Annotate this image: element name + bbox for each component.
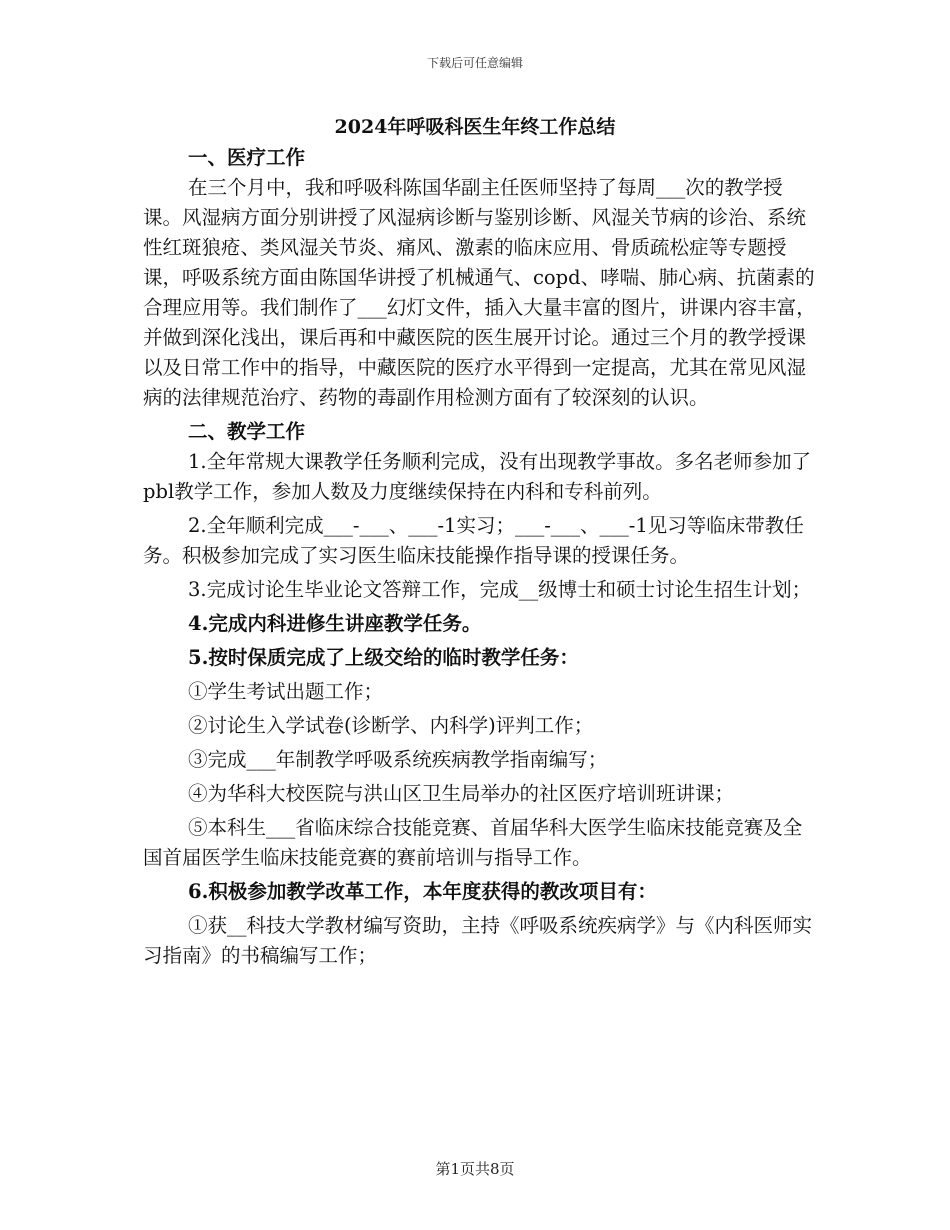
page-footer-pagination: 第1页共8页 <box>435 1160 515 1178</box>
teaching-item-2: 2.全年顺利完成___-___、___-1实习；___-___、___-1见习等临床带教任务。积极参加完成了实习医生临床技能操作指导课的授课任务。 <box>143 514 804 567</box>
section-heading-medical: 一、医疗工作 <box>188 146 306 169</box>
teaching-item-3: 3.完成讨论生毕业论文答辩工作，完成__级博士和硕士讨论生招生计划； <box>188 578 812 601</box>
teaching-item-6: 6.积极参加教学改革工作，本年度获得的教改项目有： <box>188 880 657 903</box>
paragraph-medical-work: 在三个月中，我和呼吸科陈国华副主任医师坚持了每周___次的教学授课。风湿病方面分别讲授了风湿病诊断与鉴别诊断、风湿关节病的诊治、系统性红斑狼疮、类风湿关节炎、痛风、激素的临床应用、骨质疏松症等专题授课，呼吸系统方面由陈国华讲授了机械通气、copd、哮喘、肺心病、抗菌素的合理应用等。我们制作了___幻灯文件，插入大量丰富的图片，讲课内容丰富，并做到深化浅出，课后再和中藏医院的医生展开讨论。通过三个月的教学授课以及日常工作中的指导，中藏医院的医疗水平得到一定提高，尤其在常见风湿病的法律规范治疗、药物的毒副作用检测方面有了较深刻的认识。 <box>143 176 816 409</box>
page-header-note: 下载后可任意编辑 <box>426 56 523 70</box>
teaching-item-5-sub-2: ②讨论生入学试卷(诊断学、内科学)评判工作； <box>188 714 594 737</box>
document-body <box>143 143 818 971</box>
teaching-item-5-sub-1: ①学生考试出题工作； <box>188 680 384 703</box>
teaching-item-5: 5.按时保质完成了上级交给的临时教学任务： <box>188 646 579 669</box>
teaching-item-4: 4.完成内科进修生讲座教学任务。 <box>188 612 482 635</box>
teaching-item-5-sub-3: ③完成___年制教学呼吸系统疾病教学指南编写； <box>188 748 608 771</box>
document-title: 2024年呼吸科医生年终工作总结 <box>334 116 616 138</box>
teaching-item-1: 1.全年常规大课教学任务顺利完成，没有出现教学事故。多名老师参加了pbl教学工作，参加人数及力度继续保持在内科和专科前列。 <box>143 450 812 503</box>
teaching-item-5-sub-4: ④为华科大校医院与洪山区卫生局举办的社区医疗培训班讲课； <box>188 782 735 805</box>
teaching-item-5-sub-5: ⑤本科生___省临床综合技能竞赛、首届华科大医学生临床技能竞赛及全国首届医学生临床技能竞赛的赛前培训与指导工作。 <box>143 816 803 869</box>
teaching-item-6-sub-1: ①获__科技大学教材编写资助，主持《呼吸系统疾病学》与《内科医师实习指南》的书稿编写工作； <box>143 914 813 967</box>
section-heading-teaching: 二、教学工作 <box>188 420 306 443</box>
